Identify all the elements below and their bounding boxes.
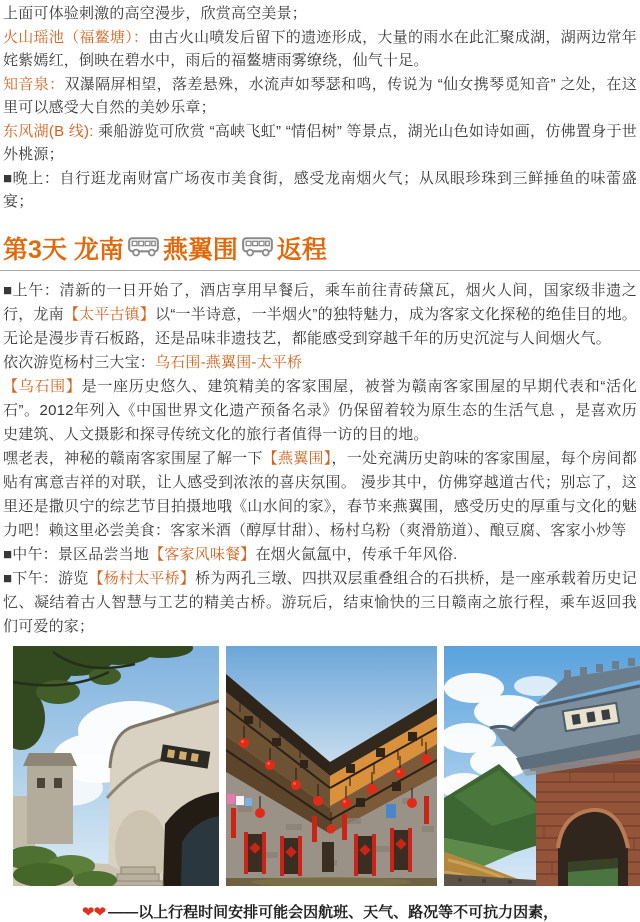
intro-text: 由古火山喷发后留下的遗迹形成，大量的雨水在此汇聚成湖，湖两边常年姹紫嫣红，倒映在碧水中，雨后的福鳌塘雨雾缭绕，仙气十足。 xyxy=(3,28,637,69)
photo-wushiwei xyxy=(13,646,219,886)
heading-text-part1: 第3天 龙南 xyxy=(3,235,124,264)
spot-name-taiping-guzhen: 【太平古镇】 xyxy=(63,305,156,323)
body-text: ■中午：景区品尝当地 xyxy=(3,545,150,563)
day3-heading xyxy=(3,235,637,265)
spot-name-taipingqiao: 【杨村太平桥】 xyxy=(88,569,196,587)
body-text: 是一座历史悠久、建筑精美的客家围屋，被誉为赣南客家围屋的早期代表和“活化石”。2012年列入《中国世界文化遗产预备名录》仍保留着较为原生态的生活气息 ，是喜欢历史建筑、人文摄影和探寻传统文化的旅行者值得一访的目的地。 xyxy=(3,377,637,443)
body-paragraph-wushiwei xyxy=(3,375,637,447)
intro-paragraph-5 xyxy=(3,167,637,214)
spot-name-yanyiwei: 【燕翼围】 xyxy=(262,449,332,467)
spot-name-dongfenghu: 东风湖(B 线): xyxy=(3,122,99,140)
intro-paragraph-2 xyxy=(3,26,637,73)
photo-strip xyxy=(13,646,637,886)
photo-taipingqiao xyxy=(444,646,640,886)
intro-paragraph-3 xyxy=(3,73,637,120)
intro-text: 乘船游览可欣赏 “高峡飞虹” “情侣树” 等景点，湖光山色如诗如画，仿佛置身于世外桃源； xyxy=(3,122,637,163)
spot-name-huoshanyaochi: 火山瑶池（福鳌塘）： xyxy=(3,28,149,46)
body-text: ■下午：游览 xyxy=(3,569,89,587)
spot-list-yangcun: 乌石围-燕翼围-太平桥 xyxy=(155,353,303,371)
body-text: 在烟火氤氲中，传承千年风俗. xyxy=(255,545,458,563)
footer-text: ——以上行程时间安排可能会因航班、天气、路况等不可抗力因素， xyxy=(108,903,559,921)
spot-name-zhiyinquan: 知音泉： xyxy=(3,75,65,93)
body-text: 依次游览杨村三大宝： xyxy=(3,353,156,371)
body-text: ■上午：清新的一日开始了，酒店享用早餐后，乘车前往青砖黛瓦，烟火人间，国家级非遗之行，龙南 xyxy=(3,281,637,323)
body-paragraph-three-treasures xyxy=(3,351,637,375)
spot-name-wushiwei: 【乌石围】 xyxy=(3,377,82,395)
body-paragraph-noon xyxy=(3,543,637,567)
intro-text: 双瀑隔屏相望，落差悬殊，水流声如琴瑟和鸣，传说为 “仙女携琴觅知音” 之处，在这里可以感受大自然的美妙乐章； xyxy=(3,75,637,116)
body-paragraph-morning xyxy=(3,279,637,351)
heading-divider xyxy=(0,270,640,271)
body-text: 以“一半诗意，一半烟火”的独特魅力，成为客家文化探秘的绝佳目的地。无论是漫步青石板路，还是品味非遗技艺，都能感受到穿越千年的历史沉淀与人间烟火气。 xyxy=(3,305,638,347)
bus-icon xyxy=(241,235,274,265)
photo-yanyiwei-courtyard xyxy=(226,646,437,886)
body-paragraph-afternoon xyxy=(3,567,637,639)
day3-body xyxy=(3,279,637,639)
bus-icon xyxy=(127,235,160,265)
hearts-icon: ❤❤ xyxy=(81,903,106,921)
meal-name-kejia: 【客家风味餐】 xyxy=(149,545,256,563)
body-text: 嘿老表，神秘的赣南客家围屋了解一下 xyxy=(3,449,263,467)
heading-text-part3: 返程 xyxy=(276,235,327,264)
heading-text-part2: 燕翼围 xyxy=(162,235,238,264)
body-text: 桥为两孔三墩、四拱双层重叠组合的石拱桥，是一座承载着历史记忆、凝结着古人智慧与工艺的精美古桥。游玩后，结束愉快的三日赣南之旅行程，乘车返回我们可爱的家； xyxy=(3,569,637,635)
intro-paragraph-1 xyxy=(3,2,637,26)
intro-text: 上面可体验刺激的高空漫步，欣赏高空美景； xyxy=(3,5,308,22)
body-text: ，一处充满历史韵味的客家围屋，每个房间都贴有寓意吉祥的对联，让人感受到浓浓的喜庆氛围。 漫步其中，仿佛穿越道古代；别忘了，这里还是撒贝宁的综艺节目拍摄地哦《山水间的家》，春节来燕翼围，感受历史的厚重与文化的魅力吧！赖这里必尝美食：客家米酒（醇厚甘甜）、杨村乌粉（爽滑筋道）、酿豆腐、客家小炒等 xyxy=(3,449,637,539)
body-paragraph-yanyiwei xyxy=(3,447,637,543)
footer-note xyxy=(3,903,637,922)
intro-paragraph-4 xyxy=(3,120,637,167)
intro-text: ■晚上：自行逛龙南财富广场夜市美食街，感受龙南烟火气；从凤眼珍珠到三鲜捶鱼的味蕾盛宴； xyxy=(3,169,637,210)
